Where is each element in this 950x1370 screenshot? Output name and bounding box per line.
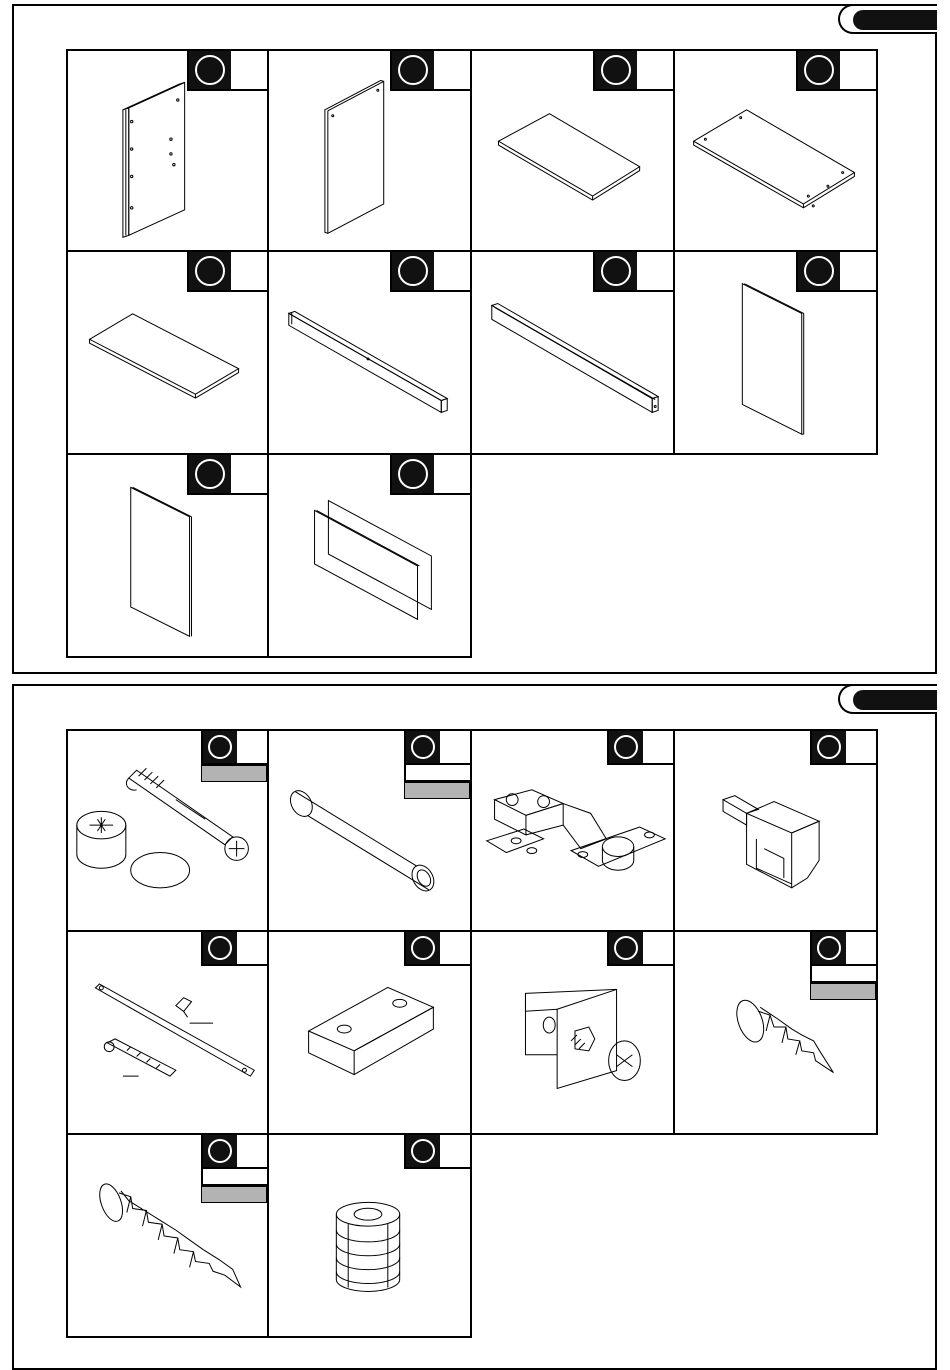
wall-anchor-strap-icon — [68, 932, 267, 1133]
side-panel-icon — [269, 51, 470, 250]
top-board-with-holes-icon — [675, 51, 876, 250]
part-cell-shelf-board — [472, 49, 675, 252]
angle-bracket-screw-icon — [472, 932, 673, 1133]
cabinet-hinge-icon — [472, 731, 673, 930]
part-cell-short-rail — [269, 252, 472, 455]
hardware-cell-insert — [269, 1135, 472, 1338]
cam-lock-set-icon — [68, 731, 267, 930]
part-cell-thin-panels — [269, 455, 472, 658]
bottom-board-icon — [68, 252, 267, 453]
panels-tab-label-bar — [853, 10, 937, 30]
rail-short-icon — [269, 252, 470, 453]
hardware-cell-dowel — [269, 729, 472, 932]
part-cell-door-panel — [675, 252, 878, 455]
side-panel-with-holes-icon — [68, 51, 267, 250]
rail-long-icon — [472, 252, 673, 453]
part-cell-top-board — [675, 49, 878, 252]
door-panel-icon — [675, 252, 876, 453]
short-screw-icon — [675, 932, 876, 1133]
thin-panels-pair-icon — [269, 455, 470, 656]
long-screw-icon — [68, 1135, 267, 1336]
door-knob-icon — [675, 731, 876, 930]
shelf-board-icon — [472, 51, 673, 250]
hardware-grid — [66, 729, 878, 1338]
hardware-tab-label-bar — [853, 690, 937, 710]
support-block-icon — [269, 932, 470, 1133]
part-cell-bottom-board — [66, 252, 269, 455]
hardware-cell-hinge — [472, 729, 675, 932]
hardware-cell-angle-screw — [472, 932, 675, 1135]
threaded-insert-icon — [269, 1135, 470, 1336]
back-panel-icon — [68, 455, 267, 656]
hardware-cell-cam-lock — [66, 729, 269, 932]
hardware-cell-knob — [675, 729, 878, 932]
part-cell-side-panel — [269, 49, 472, 252]
panels-section-tab — [838, 4, 937, 34]
part-cell-side-panel-holes — [66, 49, 269, 252]
wooden-dowel-icon — [269, 731, 470, 930]
hardware-section-tab — [838, 684, 937, 714]
hardware-cell-wall-anchor — [66, 932, 269, 1135]
panels-grid — [66, 49, 878, 658]
part-cell-long-rail — [472, 252, 675, 455]
hardware-cell-block — [269, 932, 472, 1135]
part-cell-back-panel — [66, 455, 269, 658]
hardware-cell-short-screw — [675, 932, 878, 1135]
hardware-cell-long-screw — [66, 1135, 269, 1338]
